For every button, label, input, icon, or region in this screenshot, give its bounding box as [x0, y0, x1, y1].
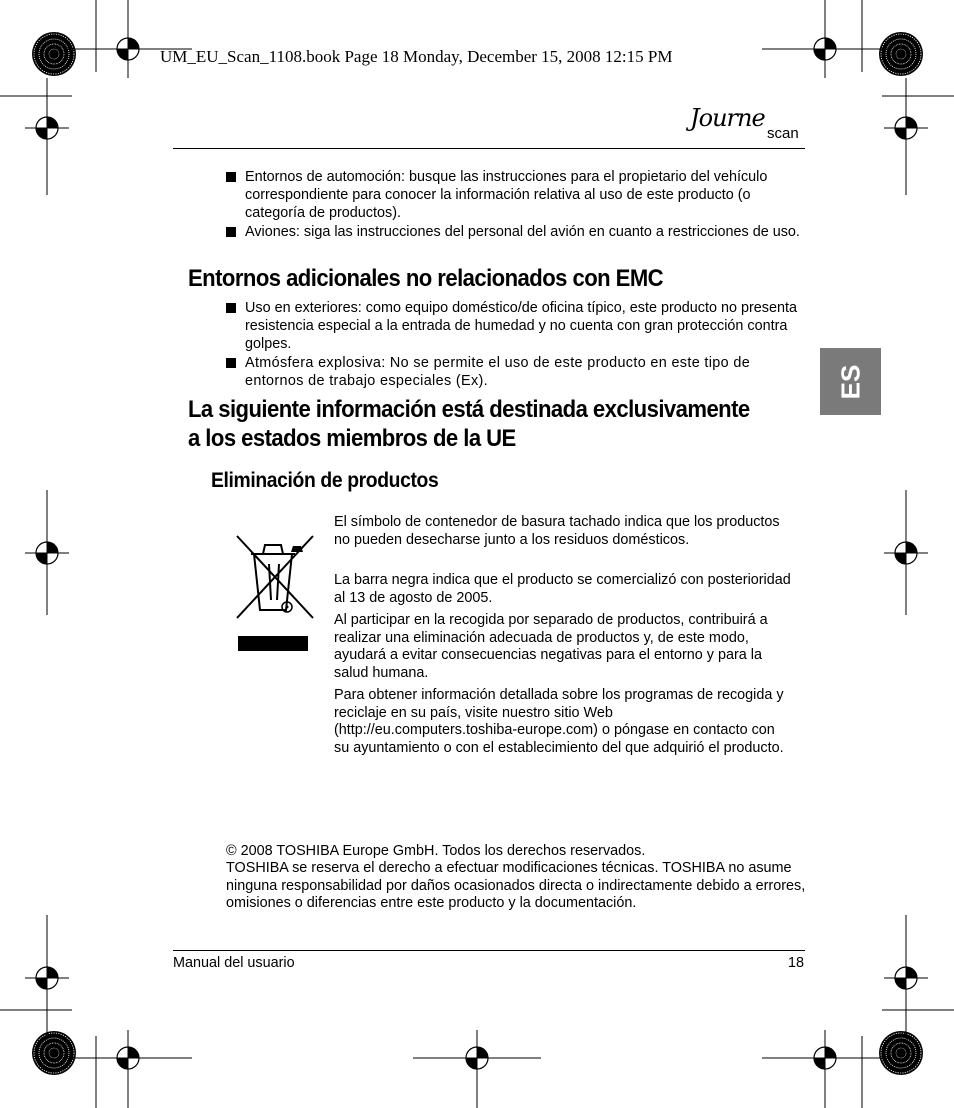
disclaimer: TOSHIBA se reserva el derecho a efectuar modificaciones técnicas. TOSHIBA no asume ninguna responsabilidad por daños ocasionados directa o indirectamente debido a errores, omisiones o diferencias entre este producto y la documentación. [226, 860, 806, 911]
paragraph: Para obtener información detallada sobre los programas de recogida y reciclaje en su país, visite nuestro sitio Web (http://eu.computers.toshiba-europe.com) o póngase en contacto con su ayuntamiento o con el establecimiento del que adquirió el producto. [334, 687, 784, 756]
list-item: Atmósfera explosiva: No se permite el uso de este producto en este tipo de entornos de trabajo especiales (Ex). [226, 354, 802, 390]
footer-rule [173, 950, 805, 951]
bullet-square-icon [226, 303, 236, 313]
print-header: UM_EU_Scan_1108.book Page 18 Monday, December 15, 2008 12:15 PM [160, 47, 673, 66]
paragraph: La barra negra indica que el producto se comercializó con posterioridad al 13 de agosto de 2005. [334, 572, 791, 606]
paragraph: Al participar en la recogida por separado de productos, contribuirá a realizar una eliminación adecuada de productos y, de este modo, ayudará a evitar consecuencias negativas para el entorno y para la salud humana. [334, 612, 768, 681]
section-heading: Entornos adicionales no relacionados con EMC [188, 265, 664, 292]
paragraph: El símbolo de contenedor de basura tachado indica que los productos no pueden desecharse junto a los residuos domésticos. [334, 514, 780, 548]
page-number: 18 [787, 955, 804, 971]
logo-sub-text: scan [767, 125, 799, 142]
bullet-square-icon [226, 227, 236, 237]
journe-scan-logo [690, 104, 810, 148]
footer-manual-label: Manual del usuario [173, 955, 295, 971]
section-heading: La siguiente información está destinada exclusivamente [188, 396, 750, 423]
list-item: Uso en exteriores: como equipo doméstico/de oficina típico, este producto no presenta resistencia especial a la entrada de humedad y no cuenta con gran protección contra golpes. [226, 299, 802, 353]
copyright-line: © 2008 TOSHIBA Europe GmbH. Todos los derechos reservados. [226, 843, 646, 859]
subsection-heading: Eliminación de productos [211, 469, 439, 492]
bullet-square-icon [226, 172, 236, 182]
section-heading: a los estados miembros de la UE [188, 425, 516, 452]
language-tab [820, 348, 881, 415]
language-tab-label: ES [835, 364, 865, 399]
list-item: Entornos de automoción: busque las instrucciones para el propietario del vehículo correspondiente para conocer la información relativa al uso de este producto (o categoría de productos). [226, 168, 802, 222]
bullet-square-icon [226, 358, 236, 368]
logo-script-text: Journe [690, 104, 765, 132]
crossed-out-bin-icon [231, 530, 321, 660]
header-rule [173, 148, 805, 149]
list-item: Aviones: siga las instrucciones del personal del avión en cuanto a restricciones de uso. [226, 223, 802, 241]
